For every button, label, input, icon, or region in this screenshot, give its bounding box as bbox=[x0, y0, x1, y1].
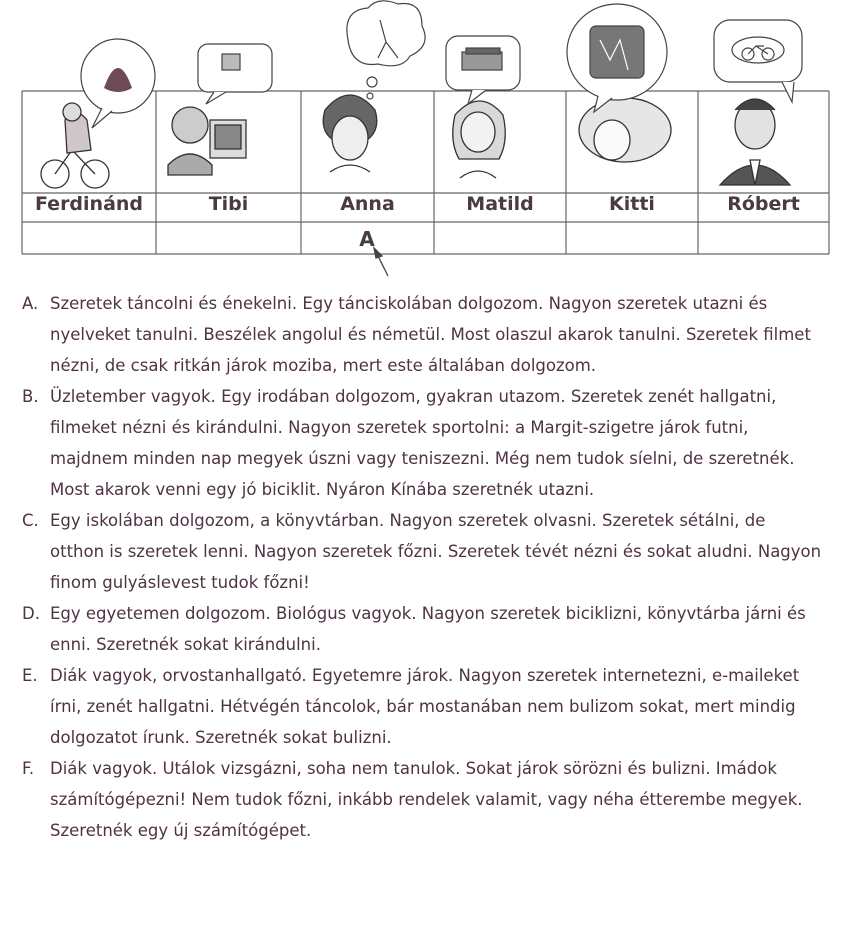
person-name-tibi: Tibi bbox=[208, 193, 249, 215]
robert-bubble bbox=[714, 20, 802, 102]
description-text: Egy iskolában dolgozom, a könyvtárban. Nagyon szeretek olvasni. Szeretek sétálni, de otthon is szeretek lenni. Nagyon szeretek főzni. Szeretek tévét nézni és sokat aludni. Nagyon finom gulyáslevest tudok főzni! bbox=[50, 511, 822, 592]
person-name-kitti: Kitti bbox=[609, 193, 655, 215]
description-letter: F. bbox=[22, 759, 35, 778]
description-text: Diák vagyok. Utálok vizsgázni, soha nem tanulok. Sokat járok sörözni és bulizni. Imádok számítógépezni! Nem tudok főzni, inkább rendelek valamit, vagy néha étterembe megyek. Szeretnék egy új számítógépet. bbox=[50, 759, 803, 840]
kitti-bubble bbox=[567, 4, 667, 112]
description-text: Diák vagyok, orvostanhallgató. Egyetemre járok. Nagyon szeretek internetezni, e-maileket írni, zenét hallgatni. Hétvégén táncolok, bár mostanában nem bulizom sokat, mert mindig dolgozatot írunk. Szeretnék sokat bulizni. bbox=[50, 666, 800, 747]
example-arrow bbox=[374, 248, 388, 276]
matild-figure bbox=[453, 101, 506, 178]
person-name-anna: Anna bbox=[340, 193, 395, 215]
tibi-figure bbox=[168, 107, 246, 175]
matild-bubble bbox=[446, 36, 520, 104]
description-list bbox=[22, 288, 822, 846]
example-answer-letter: A bbox=[359, 227, 375, 251]
kitti-figure bbox=[579, 98, 671, 162]
description-b bbox=[22, 381, 822, 505]
person-name-ferdinand: Ferdinánd bbox=[34, 193, 144, 215]
anna-thought-bubble bbox=[347, 1, 425, 99]
description-text: Egy egyetemen dolgozom. Biológus vagyok. Nagyon szeretek biciklizni, könyvtárba járni és enni. Szeretnék sokat kirándulni. bbox=[50, 604, 806, 654]
description-letter: B. bbox=[22, 387, 39, 406]
description-d bbox=[22, 598, 822, 660]
description-letter: A. bbox=[22, 294, 39, 313]
description-a bbox=[22, 288, 822, 381]
tibi-bubble bbox=[198, 44, 272, 104]
description-e bbox=[22, 660, 822, 753]
description-letter: E. bbox=[22, 666, 38, 685]
person-name-matild: Matild bbox=[466, 193, 534, 215]
description-letter: D. bbox=[22, 604, 40, 623]
description-c bbox=[22, 505, 822, 598]
robert-figure bbox=[720, 99, 790, 185]
description-text: Szeretek táncolni és énekelni. Egy tánciskolában dolgozom. Nagyon szeretek utazni és nyelveket tanulni. Beszélek angolul és németül. Most olaszul akarok tanulni. Szeretek filmet nézni, de csak ritkán járok moziba, mert este általában dolgozom. bbox=[50, 294, 811, 375]
person-name-robert: Róbert bbox=[727, 193, 800, 215]
anna-figure bbox=[323, 95, 377, 172]
description-f bbox=[22, 753, 822, 846]
description-letter: C. bbox=[22, 511, 39, 530]
ferdinand-bubble bbox=[81, 39, 155, 128]
description-text: Üzletember vagyok. Egy irodában dolgozom, gyakran utazom. Szeretek zenét hallgatni, filmeket nézni és kirándulni. Nagyon szeretek sportolni: a Margit-szigetre járok futni, majdnem minden nap megyek úszni vagy teniszezni. Még nem tudok síelni, de szeretnék. Most akarok venni egy jó biciklit. Nyáron Kínába szeretnék utazni. bbox=[50, 387, 795, 499]
